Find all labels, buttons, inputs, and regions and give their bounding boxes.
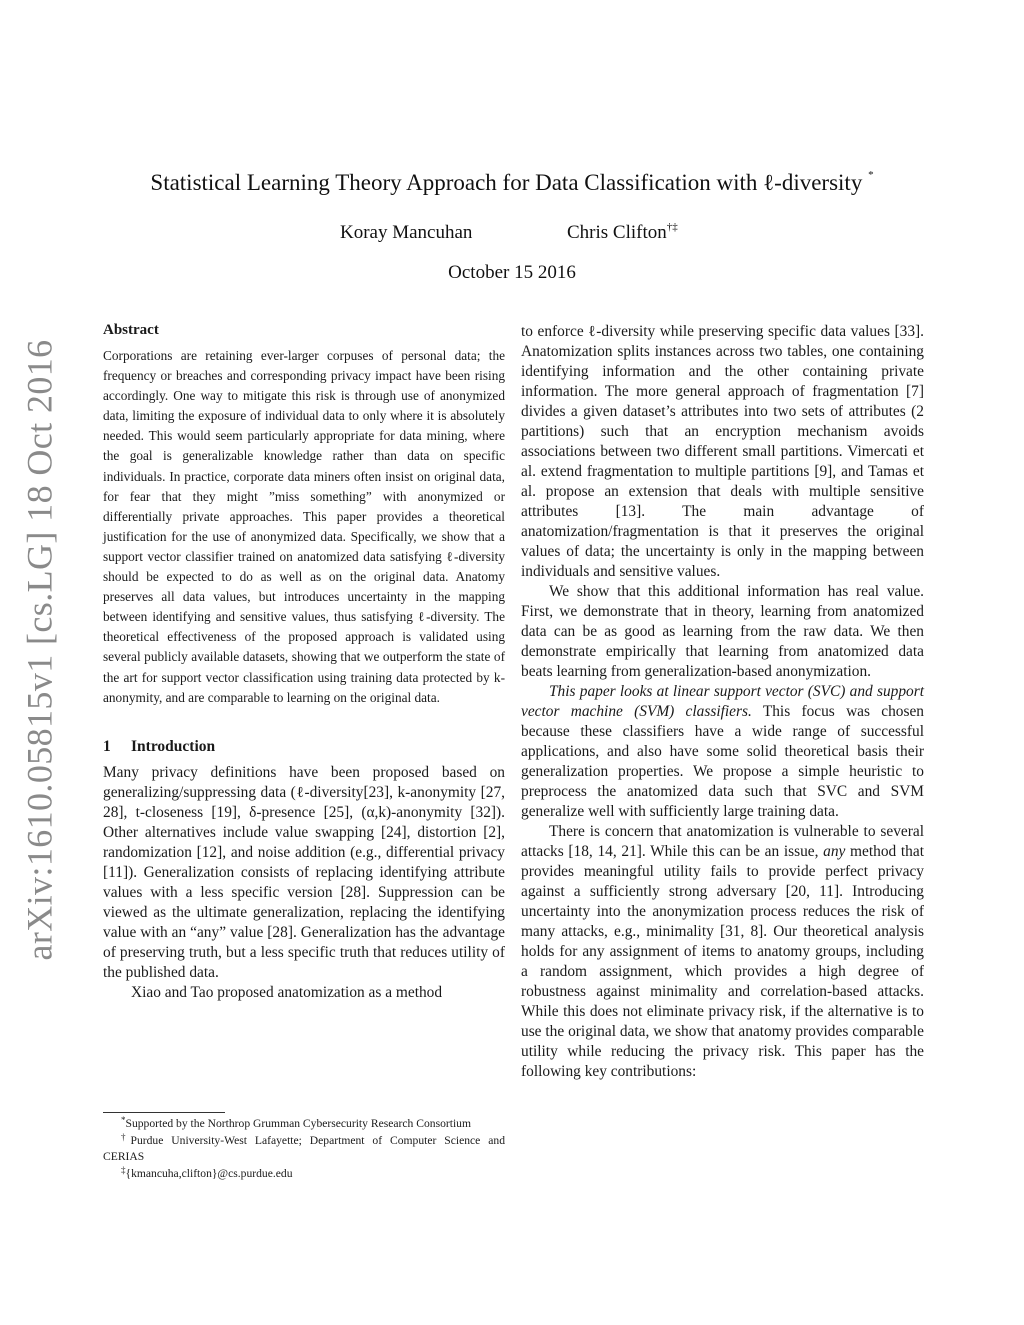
section-title: Introduction: [131, 737, 216, 755]
footnote-text: {kmancuha,clifton}@cs.purdue.edu: [125, 1166, 293, 1180]
arxiv-identifier-stamp: [20, 339, 61, 961]
left-column: [103, 322, 505, 1003]
right-paragraph-2: We show that this additional information has real value. First, we demonstrate that in theory, learning from anatomized data can be as good as learning from the raw data. We then demonstrate empirically that learning from anatomized data beats learning from generalization-based anonymization.: [521, 583, 924, 680]
right-paragraph-3: [521, 682, 924, 822]
intro-paragraph-2: Xiao and Tao proposed anatomization as a method: [131, 983, 443, 1001]
footnote-text: Purdue University-West Lafayette; Department of Computer Science and CERIAS: [103, 1133, 505, 1163]
paragraph-text: There is concern that anatomization is vulnerable to several attacks [18, 14, 21]. While this can be an issue,: [521, 823, 924, 860]
paper-title: [0, 170, 1024, 196]
author-footnote-marks: †‡: [666, 221, 678, 233]
abstract: [103, 322, 505, 708]
intro-paragraph-1: Many privacy definitions have been proposed based on generalizing/suppressing data (ℓ-diversity[23], k-anonymity [27, 28], t-closeness [19], δ-presence [25], (α,k)-anonymity [32]). Other alternatives include value swapping [24], distortion [2], randomization [12], and noise addition (e.g., differential privacy [11]). Generalization consists of replacing identifying attribute values with a less specific version [28]. Suppression can be viewed as the ultimate generalization, replacing the identifying value with an “any” value [28]. Generalization has the advantage of preserving truth, but a less specific truth that reduces utility of the published data.: [103, 763, 505, 981]
author-chris-clifton: [567, 222, 678, 244]
footnotes: [103, 1112, 505, 1182]
right-column: [521, 322, 924, 1082]
title-footnote-mark: *: [868, 169, 874, 181]
svm-focus-statement: This paper looks at linear support vector (SVC) and support vector machine (SVM) classifiers.: [521, 683, 924, 720]
author-name: Koray Mancuhan: [340, 222, 473, 243]
paragraph-text: This focus was chosen because these classifiers have a wide range of successful applications, and also have some solid theoretical basis their generalization properties. We propose a simple heuristic to preprocess the anatomized data such that SVC and SVM generalize well with sufficiently large training data.: [521, 703, 925, 820]
author-name: Chris Clifton: [567, 222, 667, 243]
footnote-text: Supported by the Northrop Grumman Cybersecurity Research Consortium: [125, 1117, 471, 1130]
paper-title-text: Statistical Learning Theory Approach for Data Classification with ℓ-diversity: [150, 170, 863, 195]
right-paragraph-4: [521, 822, 924, 1082]
introduction-section: [103, 738, 505, 1003]
section-number: 1: [103, 737, 111, 755]
footnote-mark: ‡: [121, 1164, 126, 1175]
arxiv-identifier-text: arXiv:1610.05815v1 [cs.LG] 18 Oct 2016: [20, 339, 61, 961]
author-list: [0, 222, 1024, 252]
abstract-heading: Abstract: [103, 322, 159, 338]
footnote-item: [103, 1166, 505, 1183]
footnote-divider: [103, 1112, 225, 1113]
section-heading: [103, 738, 505, 756]
paper-date: October 15 2016: [448, 262, 576, 283]
footnote-item: [103, 1116, 505, 1133]
footnote-mark: *: [121, 1115, 126, 1125]
emphasis-any: any: [823, 843, 846, 860]
footnote-item: [103, 1133, 505, 1166]
footnote-mark: †: [121, 1131, 131, 1142]
author-koray-mancuhan: [340, 222, 472, 244]
right-paragraph-1: to enforce ℓ-diversity while preserving specific data values [33]. Anatomization splits instances across two tables, one containing identifying information and the other containing private information. The more general approach of fragmentation [7] divides a given dataset’s attributes into two sets of attributes (2 partitions) such that an encryption mechanism avoids associations between two different small partitions. Vimercati et al. extend fragmentation to multiple partitions [9], and Tamas et al. propose an extension that deals with multiple sensitive attributes [13]. The main advantage of anatomization/fragmentation is that it preserves the original values of data; the uncertainty is only in the mapping between individuals and sensitive values.: [521, 323, 924, 580]
abstract-body: Corporations are retaining ever-larger corpuses of personal data; the frequency or breaches and corresponding privacy impact have been rising accordingly. One way to mitigate this risk is through use of anonymized data, limiting the exposure of individual data to only where it is absolutely needed. This would seem particularly appropriate for data mining, where the goal is generalizable knowledge rather than data on specific individuals. In practice, corporate data miners often insist on original data, for fear that they might ”miss something” with anonymized or differentially private approaches. This paper provides a theoretical justification for the use of anonymized data. Specifically, we show that a support vector classifier trained on anatomized data satisfying ℓ-diversity should be expected to do as well as on the original data. Anatomy preserves all data values, but introduces uncertainty in the mapping between identifying and sensitive values, thus satisfying ℓ-diversity. The theoretical effectiveness of the proposed approach is validated using several publicly available datasets, showing that we outperform the state of the art for support vector classification using training data protected by k-anonymity, and are comparable to learning on the original data.: [103, 348, 505, 705]
paragraph-text: method that provides meaningful utility fails to provide perfect privacy against a sufficiently strong adversary [20, 11]. Introducing uncertainty into the anonymization process reduces the risk of many attacks, e.g., minimality [31, 8]. Our theoretical analysis holds for any assignment of items to anatomy groups, including a random assignment, which provides a high degree of robustness against minimality and correlation-based attacks. While this does not eliminate privacy risk, if the alternative is to use the original data, we show that anatomy provides comparable utility while reducing the privacy risk. This paper has the following key contributions:: [521, 843, 924, 1080]
